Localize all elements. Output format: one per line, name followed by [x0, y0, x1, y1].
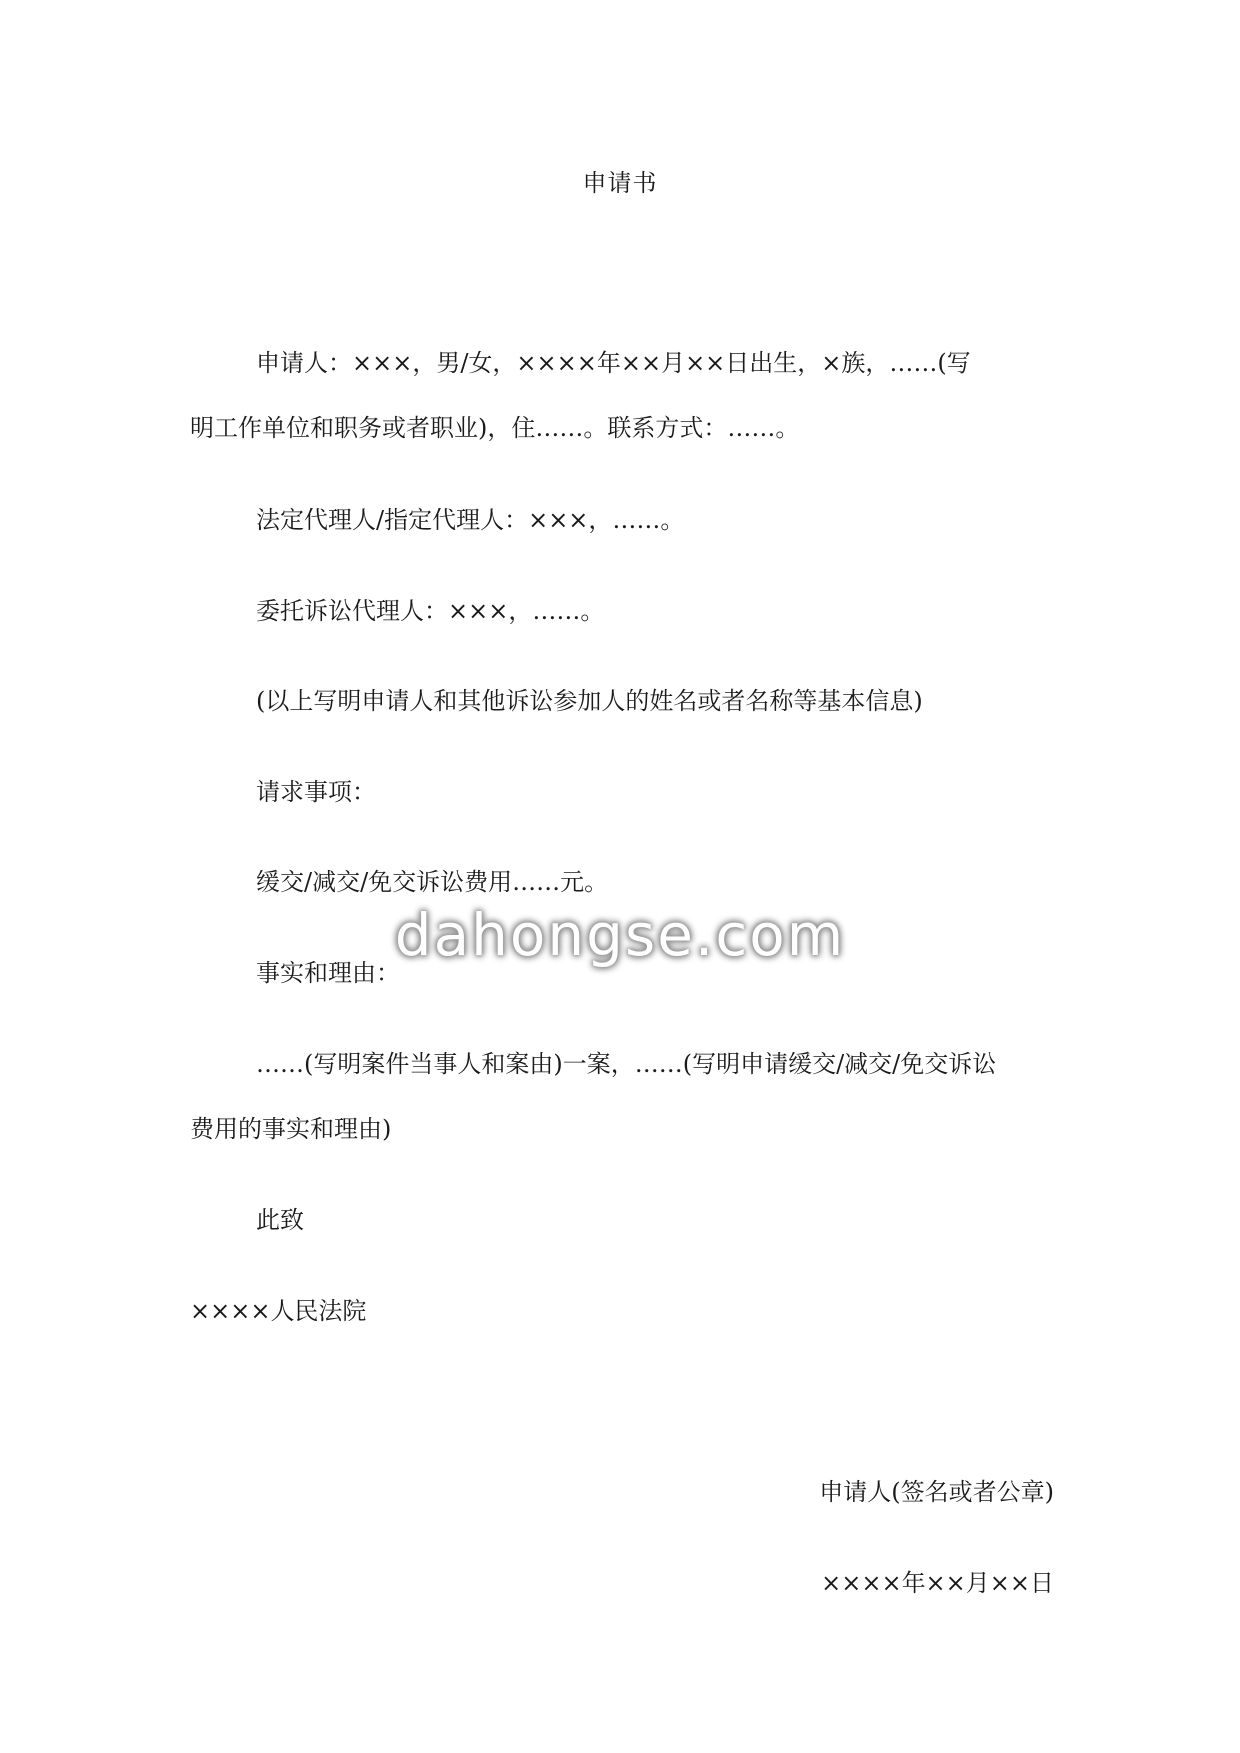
date-line: ××××年××月××日 [821, 1569, 1054, 1597]
claims-heading: 请求事项： [256, 778, 376, 806]
facts-line-2: 费用的事实和理由) [190, 1115, 392, 1143]
facts-heading: 事实和理由： [256, 959, 400, 987]
applicant-line-2: 明工作单位和职务或者职业)，住……。联系方式：……。 [190, 414, 800, 442]
parties-note-line: (以上写明申请人和其他诉讼参加人的姓名或者名称等基本信息) [256, 687, 923, 715]
applicant-line-1: 申请人：×××，男/女，××××年××月××日出生，×族，……(写 [256, 349, 971, 377]
signature-line: 申请人(签名或者公章) [819, 1478, 1054, 1506]
court-name: ××××人民法院 [190, 1297, 367, 1325]
entrusted-agent-line: 委托诉讼代理人：×××，……。 [256, 597, 605, 625]
legal-agent-line: 法定代理人/指定代理人：×××，……。 [256, 506, 685, 534]
document-title: 申请书 [582, 169, 658, 197]
facts-line-1: ……(写明案件当事人和案由)一案，……(写明申请缓交/减交/免交诉讼 [256, 1050, 997, 1078]
watermark-text: dahongse.com [394, 901, 846, 969]
salutation: 此致 [256, 1206, 304, 1234]
claims-content: 缓交/减交/免交诉讼费用……元。 [256, 868, 609, 896]
